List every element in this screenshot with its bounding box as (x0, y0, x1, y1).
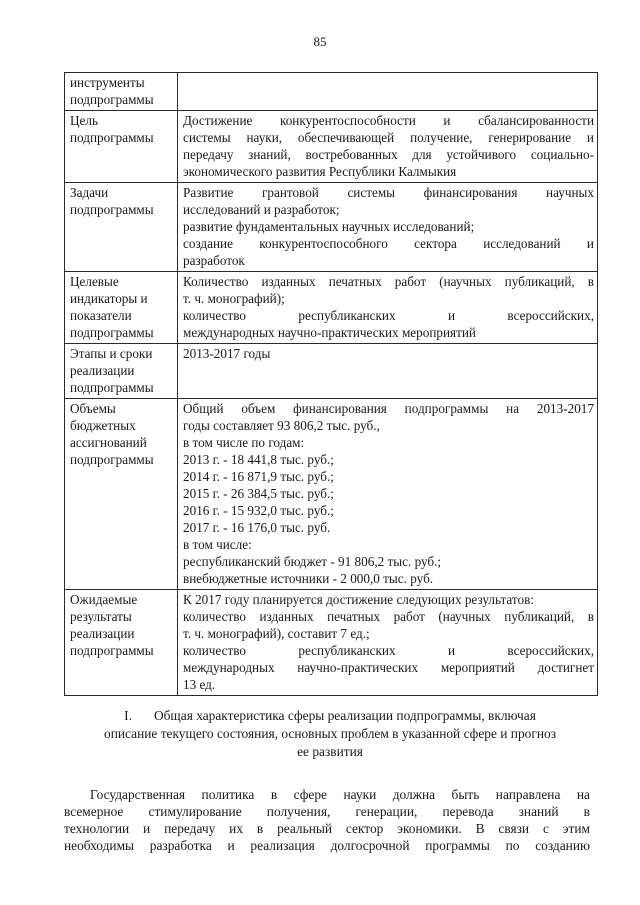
row-content-line: в том числе по годам: (183, 435, 305, 450)
row-content-line: системы науки, обеспечивающей получение, генерирование и (183, 130, 594, 145)
body-paragraph (64, 786, 590, 854)
row-label-line: показатели (70, 308, 132, 323)
passport-row (65, 344, 598, 399)
row-content-line: развитие фундаментальных научных исследований; (183, 219, 475, 234)
row-label-line: реализации (70, 363, 135, 378)
row-label-line: Объемы (70, 401, 116, 416)
row-label-line: Этапы и сроки (70, 346, 153, 361)
row-content-cell (178, 344, 598, 399)
row-content-line: создание конкурентоспособного сектора исследований и (183, 236, 594, 251)
subprogram-passport-table (64, 72, 598, 696)
row-content-line: 2013-2017 годы (183, 346, 271, 361)
section-heading-line-2: описание текущего состояния, основных проблем в указанной сфере и прогноз (104, 726, 556, 741)
row-label-line: инструменты (70, 75, 145, 90)
row-label-line: подпрограммы (70, 130, 154, 145)
row-label-line: подпрограммы (70, 643, 154, 658)
row-content-line: 13 ед. (183, 677, 216, 692)
passport-row (65, 111, 598, 183)
section-number: I. (124, 708, 132, 723)
body-line: Государственная политика в сфере науки должна быть направлена на (90, 787, 590, 802)
row-content-line: количество республиканских и всероссийских, (183, 643, 594, 658)
row-content-line: республиканский бюджет - 91 806,2 тыс. руб.; (183, 554, 442, 569)
row-content-line: в том числе: (183, 537, 252, 552)
body-line: всемерное стимулирование получения, генерации, перевода знаний в (64, 804, 590, 819)
row-label-line: результаты (70, 609, 132, 624)
row-content-line: 2015 г. - 26 384,5 тыс. руб.; (183, 486, 334, 501)
row-label-line: подпрограммы (70, 92, 154, 107)
passport-row (65, 272, 598, 344)
row-content-line: исследований и разработок; (183, 202, 340, 217)
row-content-line: международных научно-практических мероприятий достигнет (183, 660, 594, 675)
row-label-line: подпрограммы (70, 202, 154, 217)
row-label-line: подпрограммы (70, 325, 154, 340)
row-label-line: индикаторы и (70, 291, 148, 306)
row-content-cell (178, 73, 598, 111)
row-content-line: количество изданных печатных работ (научных публикаций, в (183, 609, 594, 624)
row-content-line: Достижение конкурентоспособности и сбалансированности (183, 113, 594, 128)
row-label-line: подпрограммы (70, 452, 154, 467)
section-heading-line-1 (70, 707, 590, 725)
row-label-cell (65, 183, 178, 272)
row-content-line: передачу знаний, востребованных для устойчивого социально- (183, 147, 594, 162)
row-label-cell (65, 344, 178, 399)
row-content-line: 2014 г. - 16 871,9 тыс. руб.; (183, 469, 334, 484)
row-content-line: Развитие грантовой системы финансирования научных (183, 185, 594, 200)
row-label-cell (65, 590, 178, 696)
row-label-line: бюджетных (70, 418, 136, 433)
row-content-line: количество республиканских и всероссийских, (183, 308, 594, 323)
passport-row (65, 399, 598, 590)
row-content-line: К 2017 году планируется достижение следующих результатов: (183, 592, 534, 607)
row-content-line: внебюджетные источники - 2 000,0 тыс. руб. (183, 571, 434, 586)
passport-table-body (65, 73, 598, 696)
row-content-line: экономического развития Республики Калмыкия (183, 164, 457, 179)
row-label-line: подпрограммы (70, 380, 154, 395)
row-content-line: разработок (183, 253, 245, 268)
row-label-line: Цель (70, 113, 98, 128)
row-label-cell (65, 73, 178, 111)
passport-row (65, 590, 598, 696)
row-content-line: 2013 г. - 18 441,8 тыс. руб.; (183, 452, 334, 467)
row-content-line: 2016 г. - 15 932,0 тыс. руб.; (183, 503, 334, 518)
body-line: необходимы разработка и реализация долгосрочной программы по созданию (64, 838, 590, 853)
section-heading (70, 707, 590, 761)
row-content-line: международных научно-практических мероприятий (183, 325, 476, 340)
row-content-line: 2017 г. - 16 176,0 тыс. руб. (183, 520, 331, 535)
passport-row (65, 183, 598, 272)
row-content-cell (178, 399, 598, 590)
row-label-cell (65, 111, 178, 183)
row-label-line: Ожидаемые (70, 592, 138, 607)
row-content-cell (178, 272, 598, 344)
row-label-cell (65, 399, 178, 590)
row-content-cell (178, 111, 598, 183)
section-title-part-1: Общая характеристика сферы реализации подпрограммы, включая (153, 708, 536, 723)
page-number: 85 (313, 34, 327, 49)
section-heading-line-3: ее развития (297, 744, 363, 759)
row-content-cell (178, 183, 598, 272)
body-line: технологии и передачу их в реальный сектор экономики. В связи с этим (64, 821, 590, 836)
row-label-line: Задачи (70, 185, 109, 200)
row-label-line: ассигнований (70, 435, 147, 450)
row-label-cell (65, 272, 178, 344)
row-label-line: Целевые (70, 274, 119, 289)
row-content-line: годы составляет 93 806,2 тыс. руб., (183, 418, 380, 433)
passport-row (65, 73, 598, 111)
row-label-line: реализации (70, 626, 135, 641)
row-content-line: т. ч. монографий), составит 7 ед.; (183, 626, 370, 641)
row-content-line: т. ч. монографий); (183, 291, 285, 306)
row-content-line: Общий объем финансирования подпрограммы на 2013-2017 (183, 401, 594, 416)
row-content-line: Количество изданных печатных работ (научных публикаций, в (183, 274, 594, 289)
row-content-cell (178, 590, 598, 696)
